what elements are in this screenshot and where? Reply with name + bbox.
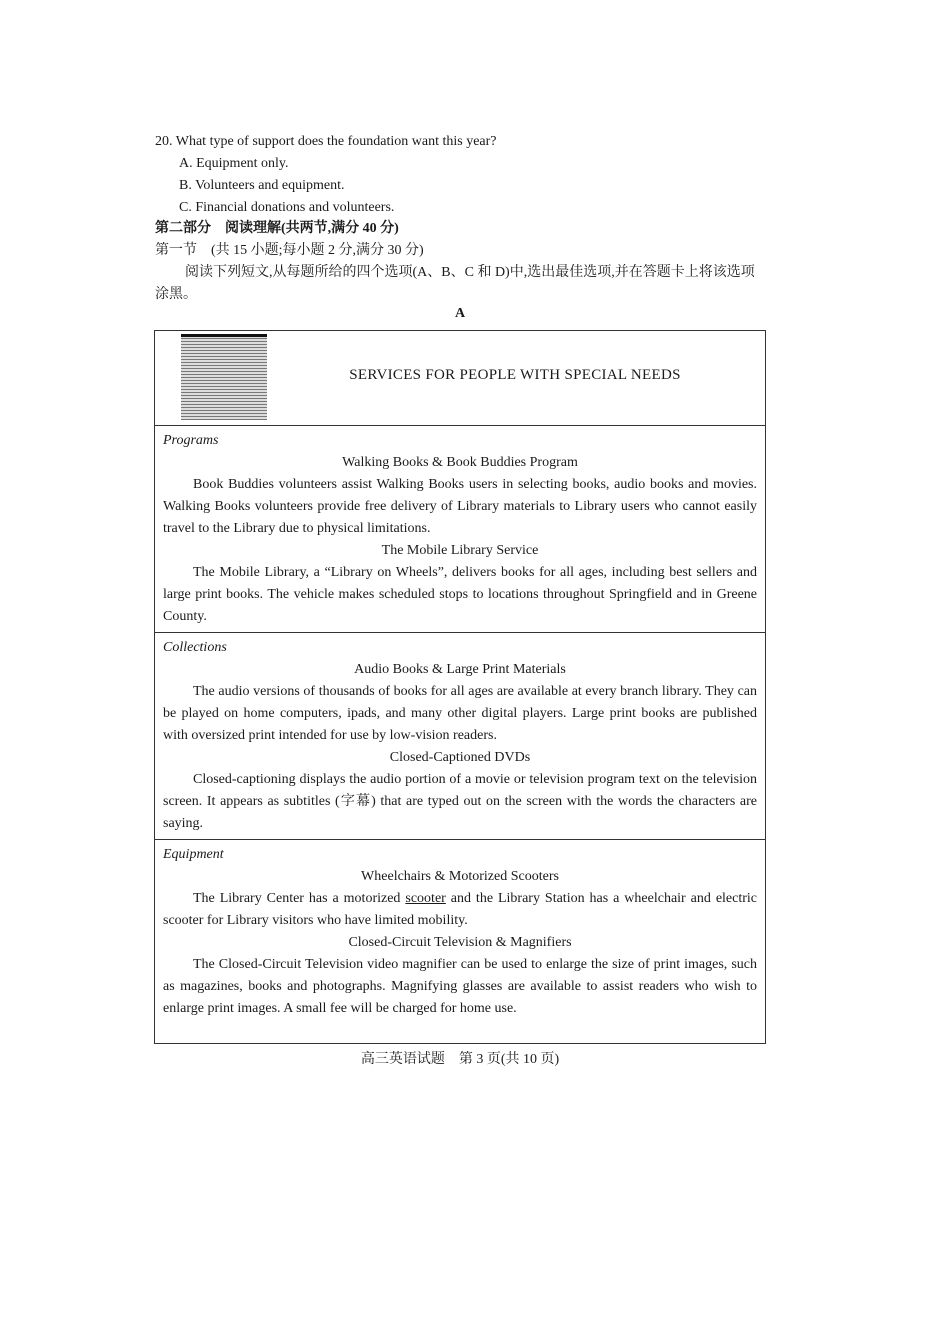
mobile-library-text: The Mobile Library, a “Library on Wheels”, delivers books for all ages, including best sellers and large print books. The vehicle makes scheduled stops to locations throughout Springfield and in Greene County.	[163, 565, 757, 624]
audio-books-title: Audio Books & Large Print Materials	[354, 662, 566, 677]
option-a: A. Equipment only.	[179, 156, 289, 171]
programs-section	[155, 426, 765, 633]
notice-box	[154, 330, 766, 1044]
section1-title: 第一节 (共 15 小题;每小题 2 分,满分 30 分)	[155, 243, 424, 258]
wheelchairs-title: Wheelchairs & Motorized Scooters	[361, 869, 559, 884]
cctv-text: The Closed-Circuit Television video magnifier can be used to enlarge the size of print images, such as magazines, books and photographs. Magnifying glasses are available to assist readers who wish to enlarge print images. A small fee will be charged for home use.	[163, 957, 757, 1016]
page-footer: 高三英语试题 第 3 页(共 10 页)	[360, 1052, 560, 1067]
option-c: C. Financial donations and volunteers.	[179, 200, 395, 215]
collections-label: Collections	[163, 640, 227, 655]
passage-letter: A	[454, 306, 466, 321]
notice-title: SERVICES FOR PEOPLE WITH SPECIAL NEEDS	[349, 367, 681, 383]
closed-captioned-text: Closed-captioning displays the audio portion of a movie or television program text on the television screen. It appears as subtitles (字幕) that are typed out on the screen with the words the characters are saying.	[163, 772, 757, 831]
equipment-section	[155, 840, 765, 1024]
audio-books-text: The audio versions of thousands of books for all ages are available at every branch library. They can be played on home computers, ipads, and many other digital players. Large print books are published with oversized print intended for use by low-vision readers.	[163, 684, 757, 743]
wheelchairs-text-b: and the Library Station has a wheelchair and electric scooter for Library visitors who have limited mobility.	[163, 891, 757, 928]
wheelchairs-text-a: The Library Center has a motorized	[193, 891, 406, 906]
programs-label: Programs	[163, 433, 219, 448]
scooter-underlined: scooter	[405, 891, 446, 906]
question-20	[155, 131, 497, 219]
wheelchairs-text	[163, 888, 757, 932]
collections-section	[155, 633, 765, 840]
walking-books-title: Walking Books & Book Buddies Program	[342, 455, 578, 470]
notice-header	[155, 331, 765, 426]
option-b: B. Volunteers and equipment.	[179, 178, 345, 193]
part2-title: 第二部分 阅读理解(共两节,满分 40 分)	[155, 221, 399, 236]
closed-captioned-title: Closed-Captioned DVDs	[389, 750, 531, 765]
question-stem: 20. What type of support does the foundation want this year?	[155, 134, 497, 149]
walking-books-text: Book Buddies volunteers assist Walking Books users in selecting books, audio books and movies. Walking Books volunteers provide free delivery of Library materials to Library users who cannot easily travel to the Library due to physical limitations.	[163, 477, 757, 536]
instruction: 阅读下列短文,从每题所给的四个选项(A、B、C 和 D)中,选出最佳选项,并在答题卡上将该选项涂黑。	[155, 265, 755, 302]
library-logo-icon	[181, 334, 267, 420]
mobile-library-title: The Mobile Library Service	[381, 543, 539, 558]
equipment-label: Equipment	[163, 847, 224, 862]
cctv-title: Closed-Circuit Television & Magnifiers	[348, 935, 572, 950]
